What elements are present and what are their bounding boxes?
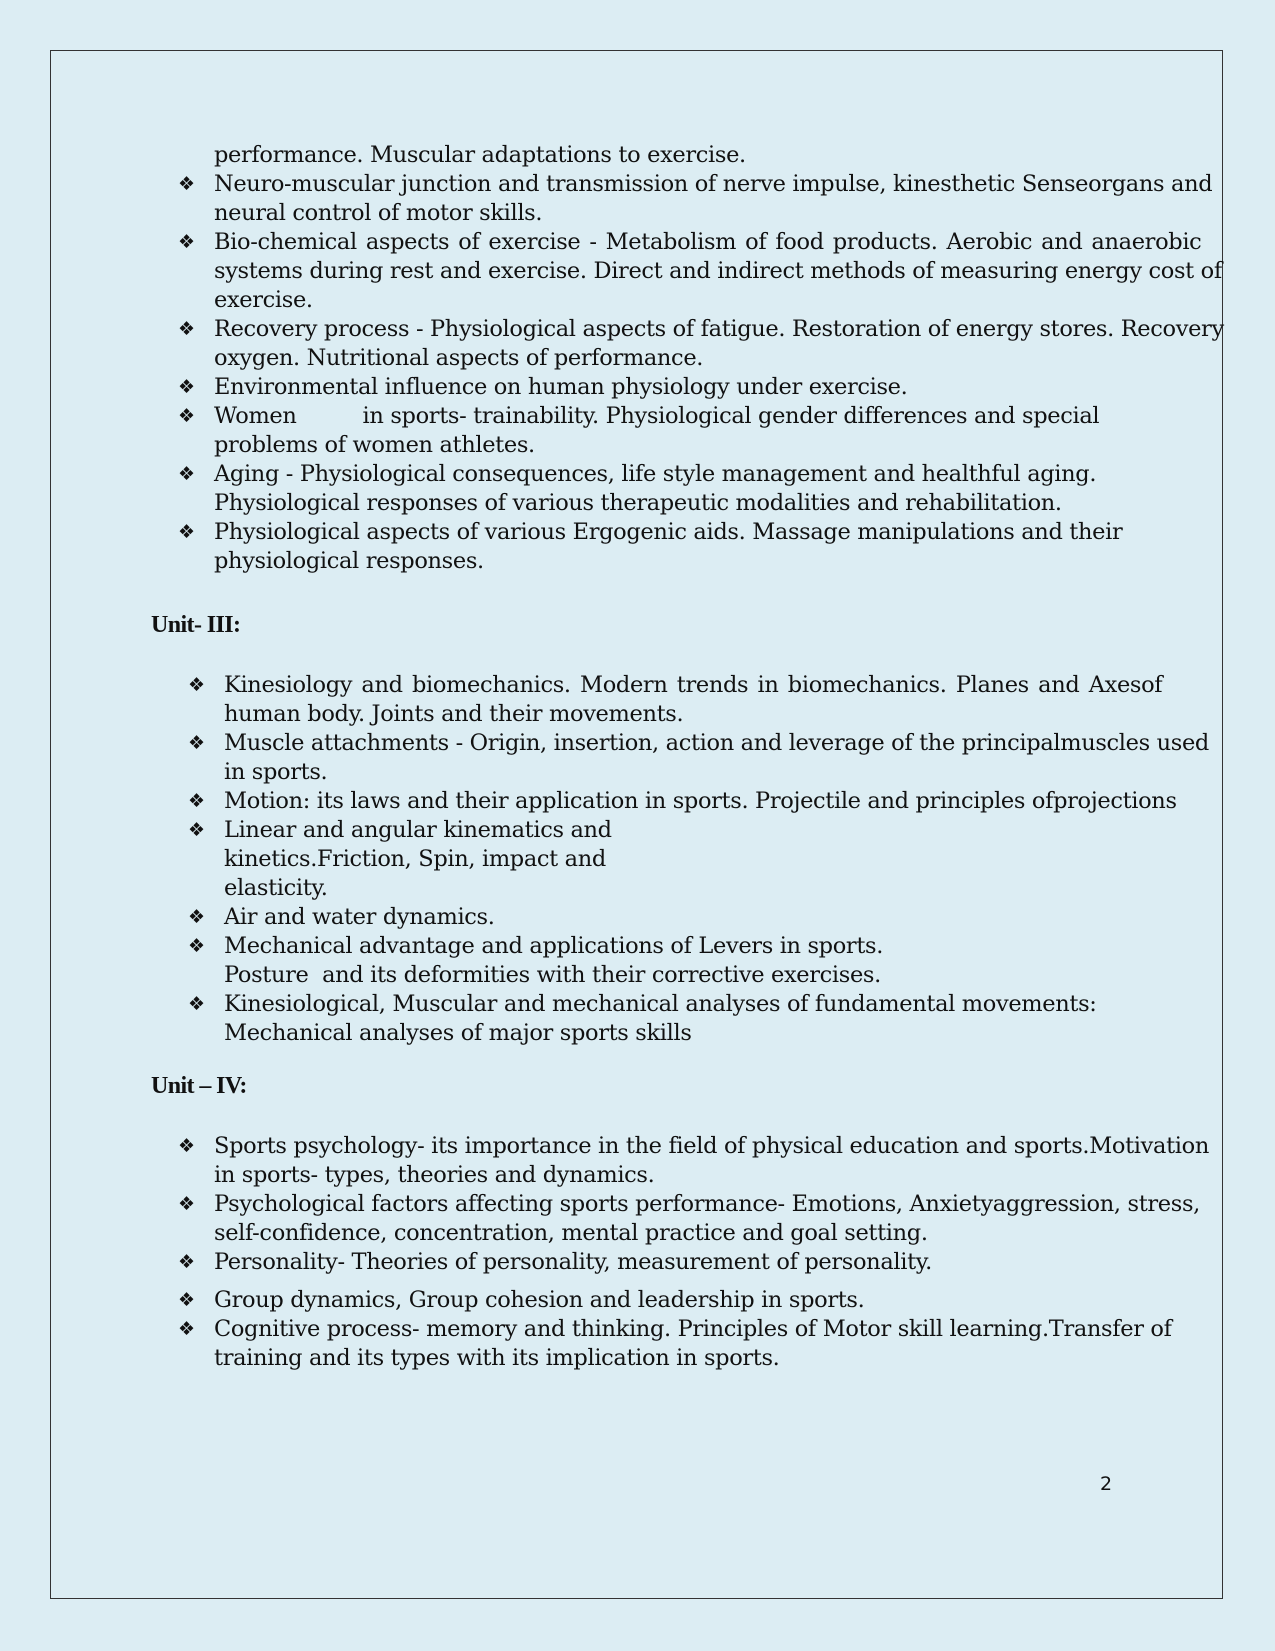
list-item bbox=[178, 228, 1222, 315]
list-item-line: Group dynamics, Group cohesion and leadership in sports. bbox=[214, 1287, 865, 1313]
unit3-bullet-list bbox=[188, 671, 1209, 1048]
unit3-section bbox=[188, 671, 1209, 1048]
unit2-continued-section bbox=[178, 141, 1224, 576]
unit2-bullet-list bbox=[178, 170, 1224, 576]
list-item-line: Sports psychology- its importance in the field of physical education and sports.Motivation bbox=[214, 1133, 1209, 1159]
diamond-bullet-icon: ❖ bbox=[178, 463, 195, 485]
list-item-line: Linear and angular kinematics and bbox=[224, 817, 612, 843]
diamond-bullet-icon: ❖ bbox=[178, 1289, 195, 1311]
list-item-line: Mechanical advantage and applications of Levers in sports. bbox=[224, 933, 884, 959]
unit4-heading: Unit – IV: bbox=[151, 1073, 247, 1099]
list-item bbox=[178, 1132, 1209, 1190]
list-item bbox=[178, 170, 1213, 228]
list-item bbox=[178, 1315, 1172, 1373]
list-item bbox=[188, 990, 1133, 1048]
list-item-line: Psychological factors affecting sports performance- Emotions, Anxietyaggression, stress, bbox=[214, 1191, 1200, 1217]
diamond-bullet-icon: ❖ bbox=[178, 405, 195, 427]
list-item bbox=[188, 816, 1133, 903]
list-item-line: Cognitive process- memory and thinking. Principles of Motor skill learning.Transfer of bbox=[214, 1316, 1172, 1342]
list-item-line: physiological responses. bbox=[214, 548, 484, 574]
diamond-bullet-icon: ❖ bbox=[188, 674, 205, 696]
list-item-line: oxygen. Nutritional aspects of performance. bbox=[214, 345, 704, 371]
list-item-line: Aging - Physiological consequences, life style management and healthful aging. bbox=[214, 461, 1097, 487]
diamond-bullet-icon: ❖ bbox=[188, 906, 205, 928]
list-item-line: exercise. bbox=[214, 287, 313, 313]
list-item-line: Neuro-muscular junction and transmission of nerve impulse, kinesthetic Senseorgans and bbox=[214, 171, 1213, 197]
list-item-line: Environmental influence on human physiology under exercise. bbox=[214, 374, 908, 400]
list-item bbox=[178, 373, 1128, 402]
list-item-line: Air and water dynamics. bbox=[224, 904, 495, 930]
diamond-bullet-icon: ❖ bbox=[178, 1135, 195, 1157]
list-item-line: Personality- Theories of personality, measurement of personality. bbox=[214, 1249, 932, 1275]
list-item-word: Women bbox=[214, 403, 297, 429]
list-item bbox=[178, 402, 1128, 460]
unit3-heading: Unit- III: bbox=[151, 612, 241, 638]
unit4-section bbox=[178, 1132, 1209, 1373]
list-item-line bbox=[214, 402, 1128, 431]
list-item bbox=[188, 903, 1133, 932]
diamond-bullet-icon: ❖ bbox=[178, 376, 195, 398]
diamond-bullet-icon: ❖ bbox=[178, 318, 195, 340]
diamond-bullet-icon: ❖ bbox=[188, 790, 205, 812]
list-item-line: problems of women athletes. bbox=[214, 432, 535, 458]
diamond-bullet-icon: ❖ bbox=[178, 1318, 195, 1340]
diamond-bullet-icon: ❖ bbox=[188, 819, 205, 841]
list-item bbox=[188, 787, 1177, 816]
diamond-bullet-icon: ❖ bbox=[188, 993, 205, 1015]
diamond-bullet-icon: ❖ bbox=[188, 935, 205, 957]
list-item-line: Posture and its deformities with their corrective exercises. bbox=[224, 962, 881, 988]
list-item bbox=[178, 315, 1224, 373]
page-number: 2 bbox=[1100, 1473, 1113, 1495]
list-item-line: Physiological aspects of various Ergogenic aids. Massage manipulations and their bbox=[214, 519, 1123, 545]
list-item-line: Kinesiology and biomechanics. Modern trends in biomechanics. Planes and Axesof bbox=[224, 672, 1163, 698]
list-item-line: in sports- types, theories and dynamics. bbox=[214, 1162, 655, 1188]
list-item bbox=[178, 518, 1128, 576]
list-item bbox=[178, 1286, 1133, 1315]
list-item bbox=[188, 932, 1133, 990]
list-item-line: Muscle attachments - Origin, insertion, action and leverage of the principalmuscles used bbox=[224, 730, 1209, 756]
list-item-line: in sports. bbox=[224, 759, 328, 785]
list-item-line: kinetics.Friction, Spin, impact and bbox=[224, 846, 606, 872]
diamond-bullet-icon: ❖ bbox=[178, 231, 195, 253]
list-item-line: human body. Joints and their movements. bbox=[224, 701, 684, 727]
list-item-phrase: in sports- trainability. Physiological gender differences and special bbox=[362, 403, 1100, 429]
list-item-line: systems during rest and exercise. Direct and indirect methods of measuring energy cost of bbox=[214, 258, 1222, 284]
list-item-line: Motion: its laws and their application in sports. Projectile and principles ofprojections bbox=[224, 788, 1177, 814]
diamond-bullet-icon: ❖ bbox=[178, 173, 195, 195]
list-item bbox=[178, 1190, 1200, 1248]
diamond-bullet-icon: ❖ bbox=[178, 1251, 195, 1273]
diamond-bullet-icon: ❖ bbox=[178, 521, 195, 543]
list-item-line: Recovery process - Physiological aspects of fatigue. Restoration of energy stores. Recovery bbox=[214, 316, 1224, 342]
list-item-line: Kinesiological, Muscular and mechanical analyses of fundamental movements: bbox=[224, 991, 1097, 1017]
list-item bbox=[178, 460, 1128, 518]
list-item-line: elasticity. bbox=[224, 875, 328, 901]
list-item-line: Physiological responses of various therapeutic modalities and rehabilitation. bbox=[214, 490, 1062, 516]
list-item bbox=[178, 1248, 1133, 1277]
lead-line: performance. Muscular adaptations to exercise. bbox=[214, 142, 746, 168]
unit4-bullet-list bbox=[178, 1132, 1209, 1373]
list-item-line: self-confidence, concentration, mental practice and goal setting. bbox=[214, 1220, 928, 1246]
list-item-line: Mechanical analyses of major sports skills bbox=[224, 1020, 692, 1046]
diamond-bullet-icon: ❖ bbox=[178, 1193, 195, 1215]
list-item-line: neural control of motor skills. bbox=[214, 200, 543, 226]
list-item-line: Bio-chemical aspects of exercise - Metabolism of food products. Aerobic and anaerobic bbox=[214, 229, 1202, 255]
diamond-bullet-icon: ❖ bbox=[188, 732, 205, 754]
list-item bbox=[188, 671, 1163, 729]
list-item-line: training and its types with its implication in sports. bbox=[214, 1345, 780, 1371]
list-item bbox=[188, 729, 1209, 787]
